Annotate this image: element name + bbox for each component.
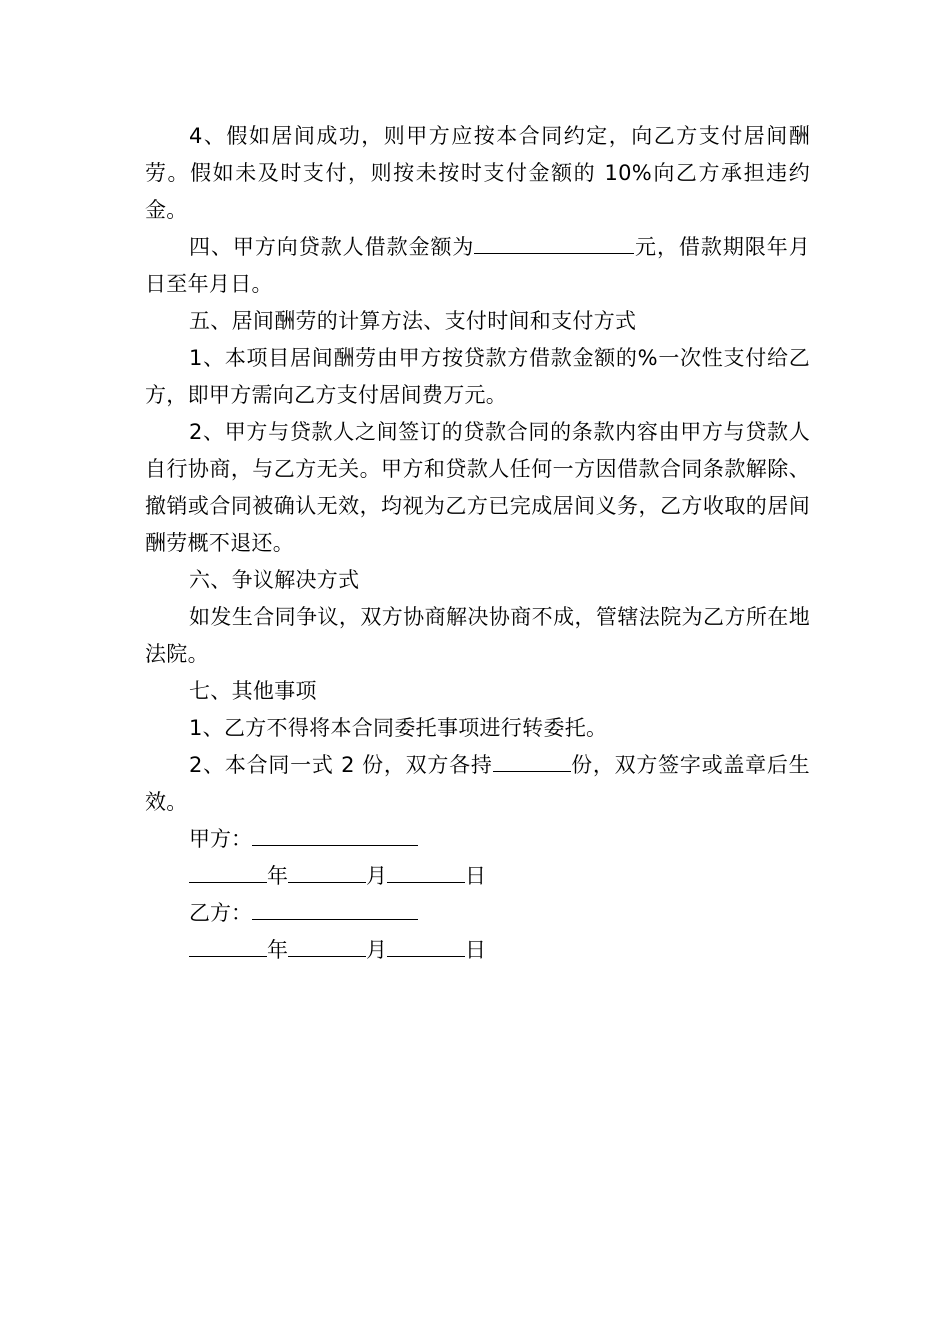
effective-text: 份，双方签字或盖章后生效。 — [145, 753, 810, 814]
section-6-heading: 六、争议解决方式 — [189, 568, 360, 592]
party-a-day-blank[interactable] — [387, 862, 465, 883]
party-b-signature — [145, 895, 810, 932]
month-label: 月 — [366, 864, 387, 888]
party-a-year-blank[interactable] — [189, 862, 267, 883]
party-b-date — [145, 932, 810, 969]
clause-4-payment: 4、假如居间成功，则甲方应按本合同约定，向乙方支付居间酬劳。假如未及时支付，则按未按时支付金额的 10%向乙方承担违约金。 — [145, 124, 810, 222]
year-label: 年 — [267, 864, 288, 888]
party-b-sign-blank[interactable] — [252, 899, 418, 920]
year-label: 年 — [267, 938, 288, 962]
copies-text: 2、本合同一式 2 份，双方各持 — [189, 753, 493, 777]
party-a-signature — [145, 821, 810, 858]
party-b-year-blank[interactable] — [189, 936, 267, 957]
loan-term-text: 元，借款期限年月日至年月日。 — [145, 235, 810, 296]
loan-amount-blank[interactable] — [474, 233, 634, 254]
month-label: 月 — [366, 938, 387, 962]
party-b-day-blank[interactable] — [387, 936, 465, 957]
party-b-label: 乙方： — [189, 901, 252, 925]
section-4-loan-amount — [145, 229, 810, 303]
day-label: 日 — [465, 864, 486, 888]
section-7-heading: 七、其他事项 — [189, 679, 317, 703]
party-a-date — [145, 858, 810, 895]
party-a-sign-blank[interactable] — [252, 825, 418, 846]
clause-6-text: 如发生合同争议，双方协商解决协商不成，管辖法院为乙方所在地法院。 — [145, 605, 810, 666]
party-b-month-blank[interactable] — [288, 936, 366, 957]
party-a-label: 甲方： — [189, 827, 252, 851]
party-a-month-blank[interactable] — [288, 862, 366, 883]
clause-7-2 — [145, 747, 810, 821]
copies-blank[interactable] — [493, 751, 571, 772]
section-5-heading: 五、居间酬劳的计算方法、支付时间和支付方式 — [189, 309, 637, 333]
document-page — [145, 118, 810, 969]
day-label: 日 — [465, 938, 486, 962]
loan-amount-label: 四、甲方向贷款人借款金额为 — [189, 235, 475, 259]
clause-5-1: 1、本项目居间酬劳由甲方按贷款方借款金额的%一次性支付给乙方，即甲方需向乙方支付居间费万元。 — [145, 346, 810, 407]
clause-7-1: 1、乙方不得将本合同委托事项进行转委托。 — [189, 716, 608, 740]
clause-5-2: 2、甲方与贷款人之间签订的贷款合同的条款内容由甲方与贷款人自行协商，与乙方无关。甲方和贷款人任何一方因借款合同条款解除、撤销或合同被确认无效，均视为乙方已完成居间义务，乙方收取的居间酬劳概不退还。 — [145, 420, 810, 555]
